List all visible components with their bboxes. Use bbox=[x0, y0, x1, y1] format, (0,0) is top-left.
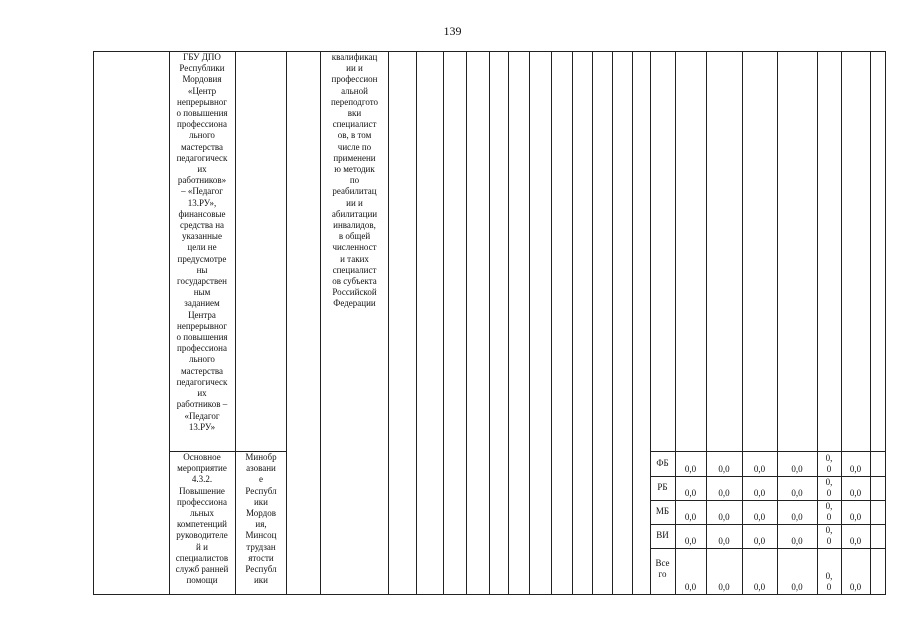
column-line bbox=[388, 51, 389, 595]
funding-value: 0,0 bbox=[684, 464, 697, 474]
funding-split-value-bottom: 0 bbox=[826, 536, 832, 546]
column-line bbox=[632, 51, 633, 595]
responsible-executor-text: Минобр азовани е Республ ики Мордов ия, Минсоц трудзан ятости Республ ики bbox=[245, 452, 277, 586]
funding-value: 0,0 bbox=[791, 488, 803, 498]
funding-row-separator bbox=[650, 500, 885, 501]
funding-split-value-bottom: 0 bbox=[826, 464, 832, 474]
column-line bbox=[169, 51, 170, 595]
funding-split-value-top: 0, bbox=[825, 453, 833, 463]
column-line bbox=[466, 51, 467, 595]
funding-value: 0,0 bbox=[791, 536, 803, 546]
funding-source-label: МБ bbox=[655, 506, 670, 516]
column-line bbox=[416, 51, 417, 595]
funding-row-separator bbox=[650, 476, 885, 477]
column-line bbox=[612, 51, 613, 595]
funding-value: 0,0 bbox=[718, 536, 730, 546]
column-line bbox=[286, 51, 287, 595]
funding-value: 0,0 bbox=[753, 488, 766, 498]
funding-split-value-top: 0, bbox=[825, 525, 833, 535]
executor-organization-text: ГБУ ДПО Республики Мордовия «Центр непрерывног о повышения профессиона льного мастерства педагогическ их работников» – «Педагог 13.РУ», финансовые средства на указанные цели не предусмотре ны государствен ным заданием Центра непрерывног о повышения профессиона льного мастерства педагогическ их работников – «Педагог 13.РУ» bbox=[176, 52, 228, 432]
indicator-text: квалификац ии и профессион альной переподгото вки специалист ов, в том числе по применени ю методик по реабилитац ии и абилитации инвалидов, в общей численност и таких специалист ов субъекта Российской Федерации bbox=[330, 52, 379, 309]
column-line bbox=[592, 51, 593, 595]
funding-value: 0,0 bbox=[718, 488, 730, 498]
funding-value: 0,0 bbox=[753, 536, 766, 546]
funding-value: 0,0 bbox=[718, 582, 730, 592]
page-number: 139 bbox=[443, 24, 462, 38]
funding-split-value-bottom: 0 bbox=[826, 512, 832, 522]
funding-source-label: ВИ bbox=[656, 530, 669, 540]
funding-value: 0,0 bbox=[718, 464, 730, 474]
funding-value: 0,0 bbox=[684, 582, 697, 592]
funding-total-value: 0,0 bbox=[849, 582, 862, 592]
funding-split-value-top: 0, bbox=[825, 571, 833, 581]
funding-row-separator bbox=[650, 548, 885, 549]
funding-split-value-bottom: 0 bbox=[826, 488, 832, 498]
funding-total-value: 0,0 bbox=[849, 512, 862, 522]
funding-total-value: 0,0 bbox=[849, 464, 862, 474]
funding-value: 0,0 bbox=[753, 512, 766, 522]
funding-value: 0,0 bbox=[684, 536, 697, 546]
funding-value: 0,0 bbox=[684, 512, 697, 522]
column-line bbox=[529, 51, 530, 595]
funding-split-value-top: 0, bbox=[825, 477, 833, 487]
funding-row-separator bbox=[650, 451, 885, 452]
funding-row-separator bbox=[650, 524, 885, 525]
column-line bbox=[885, 51, 886, 595]
funding-value: 0,0 bbox=[753, 582, 766, 592]
column-line bbox=[443, 51, 444, 595]
measure-text: Основное мероприятие 4.3.2. Повышение профессиона льных компетенций руководителе й и специалистов служб ранней помощи bbox=[175, 452, 229, 586]
funding-split-value-bottom: 0 bbox=[826, 582, 832, 592]
column-line bbox=[870, 51, 871, 595]
column-line bbox=[508, 51, 509, 595]
funding-source-label: Все го bbox=[655, 558, 670, 579]
column-line bbox=[93, 51, 94, 595]
funding-total-value: 0,0 bbox=[849, 488, 862, 498]
funding-value: 0,0 bbox=[753, 464, 766, 474]
funding-value: 0,0 bbox=[718, 512, 730, 522]
funding-value: 0,0 bbox=[684, 488, 697, 498]
funding-value: 0,0 bbox=[791, 512, 803, 522]
column-line bbox=[489, 51, 490, 595]
funding-source-label: РБ bbox=[657, 482, 668, 492]
funding-value: 0,0 bbox=[791, 582, 803, 592]
funding-total-value: 0,0 bbox=[849, 536, 862, 546]
funding-split-value-top: 0, bbox=[825, 501, 833, 511]
funding-source-label: ФБ bbox=[656, 457, 669, 468]
column-line bbox=[551, 51, 552, 595]
column-line bbox=[572, 51, 573, 595]
funding-value: 0,0 bbox=[791, 464, 803, 474]
